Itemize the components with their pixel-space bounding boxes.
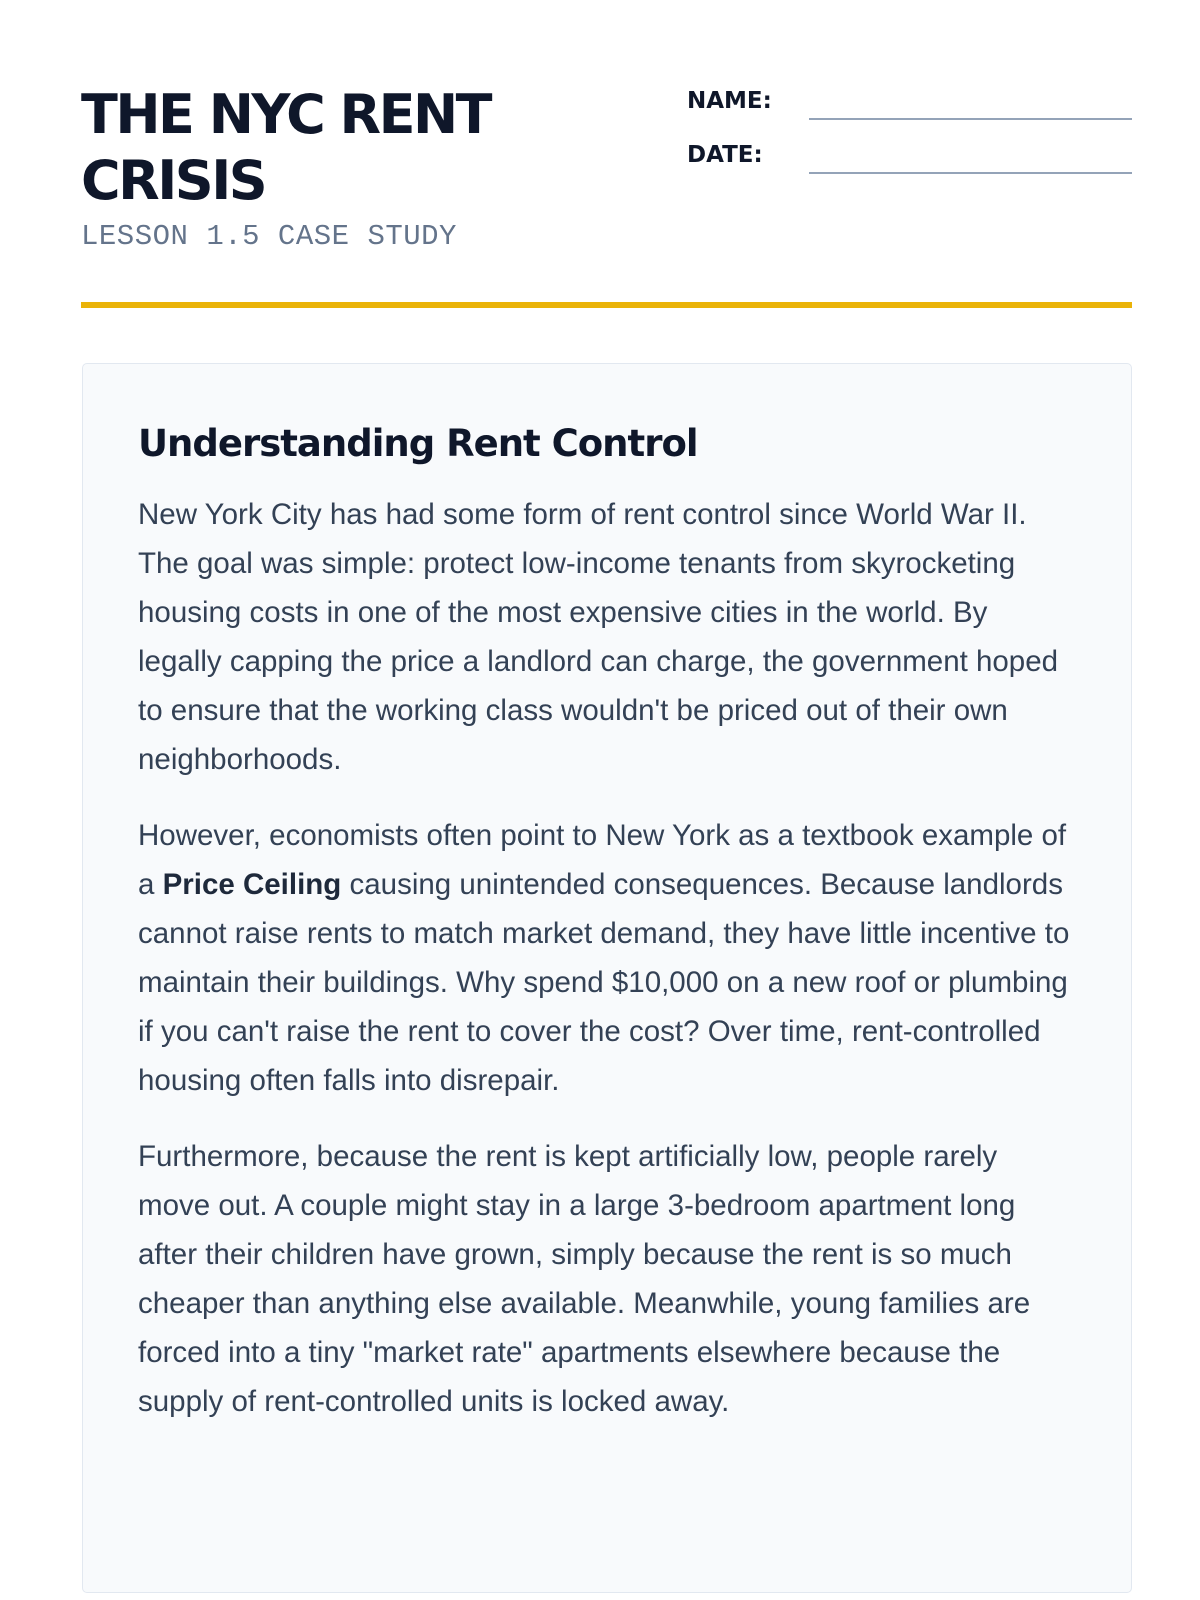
paragraph-2 (138, 811, 1076, 1105)
paragraph-3: Furthermore, because the rent is kept artificially low, people rarely move out. A couple might stay in a large 3-bedroom apartment long after their children have grown, simply because the rent is so much cheaper than anything else available. Meanwhile, young families are forced into a tiny "market rate" apartments elsewhere because the supply of rent-controlled units is locked away. (138, 1140, 1031, 1418)
date-blank-line[interactable] (809, 172, 1132, 174)
paragraph-2-rest: causing unintended consequences. Because landlords cannot raise rents to match market demand, they have little incentive to maintain their buildings. Why spend $10,000 on a new roof or plumbing if you can't raise the rent to cover the cost? Over time, rent-controlled housing often falls into disrepair. (138, 868, 1070, 1097)
worksheet-header (81, 80, 1132, 310)
accent-divider (81, 302, 1132, 308)
name-blank-line[interactable] (809, 118, 1132, 120)
date-label: DATE: (687, 142, 763, 168)
price-ceiling-term: Price Ceiling (162, 868, 342, 901)
lesson-subtitle: LESSON 1.5 CASE STUDY (81, 220, 457, 253)
name-label: NAME: (687, 88, 772, 114)
paragraph-1: New York City has had some form of rent control since World War II. The goal was simple: protect low-income tenants from skyrocketing housing costs in one of the most expensive cities in the world. By legally capping the price a landlord can charge, the government hoped to ensure that the working class wouldn't be priced out of their own neighborhoods. (138, 498, 1059, 776)
name-field (687, 80, 1132, 120)
date-field (687, 134, 1132, 174)
reading-card (82, 363, 1132, 1593)
section-heading: Understanding Rent Control (138, 422, 698, 465)
page-title: THE NYC RENT CRISIS (81, 83, 491, 212)
paragraph-2-intro: However, economists often point to New York as a textbook example of a (138, 819, 1067, 901)
